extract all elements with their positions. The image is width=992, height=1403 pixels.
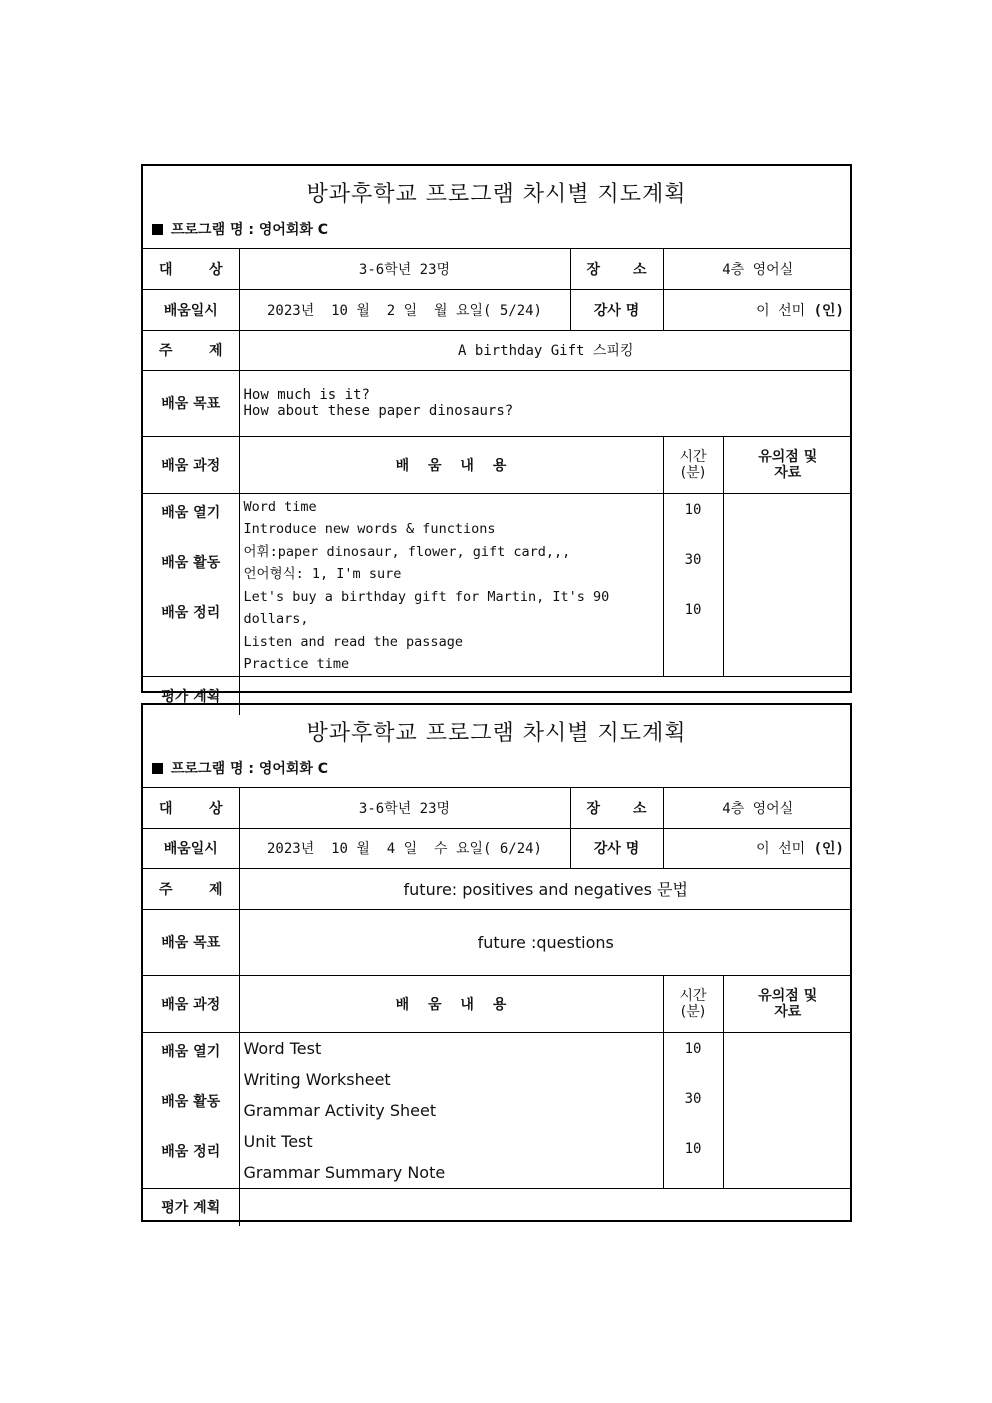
topic-label: 주 제 (143, 868, 239, 909)
program-name (152, 758, 328, 778)
program-name-text: 프로그램 명 : 영어회화 C (171, 761, 329, 777)
square-bullet-icon (152, 763, 163, 774)
plan-title: 방과후학교 프로그램 차시별 지도계획 (306, 182, 687, 207)
goal-label: 배움 목표 (143, 370, 239, 436)
date-label: 배움일시 (143, 828, 239, 868)
time-value: 10 (684, 1040, 702, 1057)
teacher-value (663, 289, 852, 330)
step-label: 배움 열기 (161, 504, 221, 521)
seal-text: (인) (813, 302, 844, 319)
content-line: Introduce new words & functions (243, 521, 496, 537)
place-label: 장 소 (570, 249, 663, 289)
teacher-name: 이 선미 (756, 841, 806, 857)
eval-value (239, 1188, 852, 1226)
content-line: Word time (243, 498, 317, 515)
target-label: 대 상 (143, 788, 239, 828)
date-value: 2023년 10 월 2 일 월 요일( 5/24) (239, 289, 570, 330)
goal-value (239, 370, 852, 436)
time-header: 시간 (분) (663, 436, 723, 493)
content-line: 어휘:paper dinosaur, flower, gift card,,, (243, 543, 571, 560)
topic-value: A birthday Gift 스피킹 (239, 330, 852, 370)
content-line: Listen and read the passage (243, 633, 463, 650)
plan-table (143, 788, 852, 1226)
place-value: 4층 영어실 (663, 249, 852, 289)
plan-title: 방과후학교 프로그램 차시별 지도계획 (306, 721, 687, 746)
time-header: 시간 (분) (663, 975, 723, 1032)
plan-header (143, 705, 850, 788)
content-line: 언어형식: 1, I'm sure (243, 566, 402, 582)
content-header: 배 움 내 용 (239, 975, 663, 1032)
target-label: 대 상 (143, 249, 239, 289)
content-lines (239, 1032, 663, 1188)
place-value: 4층 영어실 (663, 788, 852, 828)
topic-value: future: positives and negatives 문법 (239, 868, 852, 909)
teacher-value (663, 828, 852, 868)
time-column (663, 1032, 723, 1188)
step-label: 배움 정리 (161, 604, 221, 621)
time-value: 10 (684, 1140, 702, 1157)
process-label: 배움 과정 (143, 436, 239, 493)
teacher-label: 강사 명 (570, 828, 663, 868)
topic-label: 주 제 (143, 330, 239, 370)
lesson-plan-1 (141, 164, 852, 705)
square-bullet-icon (152, 224, 163, 235)
content-line: Grammar Summary Note (243, 1162, 446, 1182)
target-value: 3-6학년 23명 (239, 788, 570, 828)
eval-label: 평가 계획 (143, 676, 239, 715)
steps-column (143, 1032, 239, 1188)
content-line: Unit Test (243, 1131, 313, 1151)
content-line: Practice time (243, 656, 350, 672)
seal-text: (인) (813, 841, 844, 857)
step-label: 배움 열기 (161, 1043, 221, 1060)
plan-table (143, 249, 852, 715)
steps-column (143, 493, 239, 676)
program-name-text: 프로그램 명 : 영어회화 C (171, 222, 329, 238)
step-label: 배움 활동 (161, 1093, 221, 1110)
notes-header: 유의점 및 자료 (723, 436, 852, 493)
content-lines (239, 493, 663, 676)
eval-label: 평가 계획 (143, 1188, 239, 1226)
step-label: 배움 정리 (161, 1143, 221, 1160)
time-value: 10 (684, 501, 702, 518)
time-value: 30 (684, 1090, 702, 1107)
time-value: 10 (684, 601, 702, 618)
step-label: 배움 활동 (161, 554, 221, 571)
goal-line: How much is it? (243, 387, 370, 403)
date-label: 배움일시 (143, 289, 239, 330)
place-label: 장 소 (570, 788, 663, 828)
content-line: Word Test (243, 1038, 322, 1058)
goal-label: 배움 목표 (143, 909, 239, 975)
goal-line: How about these paper dinosaurs? (243, 403, 514, 419)
content-line: Writing Worksheet (243, 1069, 391, 1089)
teacher-label: 강사 명 (570, 289, 663, 330)
notes-cell (723, 493, 852, 676)
content-line: Let's buy a birthday gift for Martin, It's 90 dollars, (243, 588, 610, 627)
notes-header: 유의점 및 자료 (723, 975, 852, 1032)
time-value: 30 (684, 551, 702, 568)
process-label: 배움 과정 (143, 975, 239, 1032)
date-value: 2023년 10 월 4 일 수 요일( 6/24) (239, 828, 570, 868)
lesson-plan-2 (141, 703, 852, 1222)
content-header: 배 움 내 용 (239, 436, 663, 493)
target-value: 3-6학년 23명 (239, 249, 570, 289)
notes-cell (723, 1032, 852, 1188)
time-column (663, 493, 723, 676)
content-line: Grammar Activity Sheet (243, 1100, 437, 1120)
plan-header (143, 166, 850, 249)
teacher-name: 이 선미 (756, 302, 806, 319)
goal-value: future :questions (239, 909, 852, 975)
program-name (152, 219, 328, 239)
